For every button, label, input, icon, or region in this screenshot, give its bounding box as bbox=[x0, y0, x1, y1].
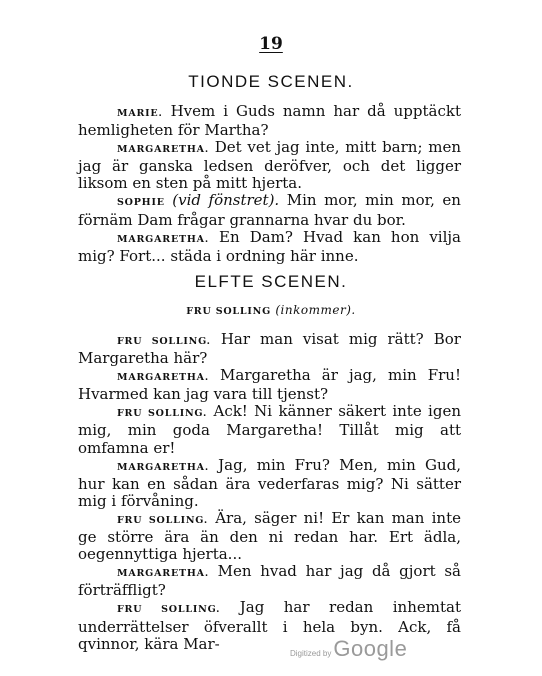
speech bbox=[78, 510, 461, 563]
google-logo: Google bbox=[333, 636, 408, 661]
speaker-name: MARGARETHA. bbox=[117, 568, 209, 580]
entrance-direction bbox=[0, 303, 542, 317]
speaker-name: MARGARETHA. bbox=[117, 144, 209, 156]
speech bbox=[78, 563, 461, 599]
scene-heading-tionde: TIONDE SCENEN. bbox=[188, 72, 354, 91]
speech-text: Ära, säger ni! Er kan man inte ge större ära än den ni redan har. Ert ädla, oegennyttiga hjerta... bbox=[78, 508, 461, 564]
speech-text: Men hvad har jag då gjort så förträffligt? bbox=[78, 562, 461, 600]
speaker-name: FRU SOLLING bbox=[186, 306, 272, 317]
speech bbox=[78, 229, 461, 265]
watermark-prefix: Digitized by bbox=[290, 649, 332, 658]
speaker-name: FRU SOLLING. bbox=[117, 604, 221, 616]
speech-text: Det vet jag inte, mitt barn; men jag är ganska ledsen deröfver, och det ligger liksom en sten på mitt hjerta. bbox=[78, 138, 461, 193]
speech bbox=[78, 192, 461, 228]
stage-direction: (vid fönstret). bbox=[172, 191, 280, 210]
speech bbox=[78, 403, 461, 456]
speech-text: Jag har redan inhemtat underrättelser öfverallt i hela byn. Ack, få qvinnor, kära Mar- bbox=[78, 598, 461, 653]
speaker-name: FRU SOLLING. bbox=[117, 408, 208, 420]
scene-tionde-dialogue bbox=[78, 103, 461, 265]
speech bbox=[78, 331, 461, 367]
speaker-name: SOPHIE bbox=[117, 197, 165, 209]
speech-text: Ack! Ni känner säkert inte igen mig, min goda Margaretha! Tillåt mig att omfamna er! bbox=[78, 402, 461, 457]
digitized-by-google-watermark bbox=[290, 636, 420, 662]
speech bbox=[78, 367, 461, 403]
stage-direction: (inkommer). bbox=[275, 303, 356, 317]
speech-text: Min mor, min mor, en förnäm Dam frågar grannarna hvar du bor. bbox=[78, 191, 461, 229]
scene-elfte-dialogue bbox=[78, 331, 461, 653]
speech-text: Har man visat mig rätt? Bor Margaretha här? bbox=[78, 330, 461, 368]
page-number: 19 bbox=[259, 34, 283, 54]
speech-text: Hvem i Guds namn har då upptäckt hemligheten för Martha? bbox=[78, 102, 461, 140]
speech-text: En Dam? Hvad kan hon vilja mig? Fort... städa i ordning här inne. bbox=[78, 227, 461, 265]
speaker-name: FRU SOLLING. bbox=[117, 514, 208, 526]
speaker-name: MARGARETHA. bbox=[117, 233, 209, 245]
speech bbox=[78, 457, 461, 510]
speaker-name: MARGARETHA. bbox=[117, 372, 209, 384]
scene-heading-elfte: ELFTE SCENEN. bbox=[194, 272, 348, 291]
speaker-name: FRU SOLLING. bbox=[117, 336, 211, 347]
speaker-name: MARIE. bbox=[117, 108, 163, 119]
speech-text: Margaretha är jag, min Fru! Hvarmed kan jag vara till tjenst? bbox=[78, 366, 461, 404]
speaker-name: MARGARETHA. bbox=[117, 461, 209, 473]
speech bbox=[78, 139, 461, 192]
speech-text: Jag, min Fru? Men, min Gud, hur kan en sådan ära vederfaras mig? Ni sätter mig i förvåning. bbox=[78, 455, 461, 510]
speech bbox=[78, 103, 461, 139]
